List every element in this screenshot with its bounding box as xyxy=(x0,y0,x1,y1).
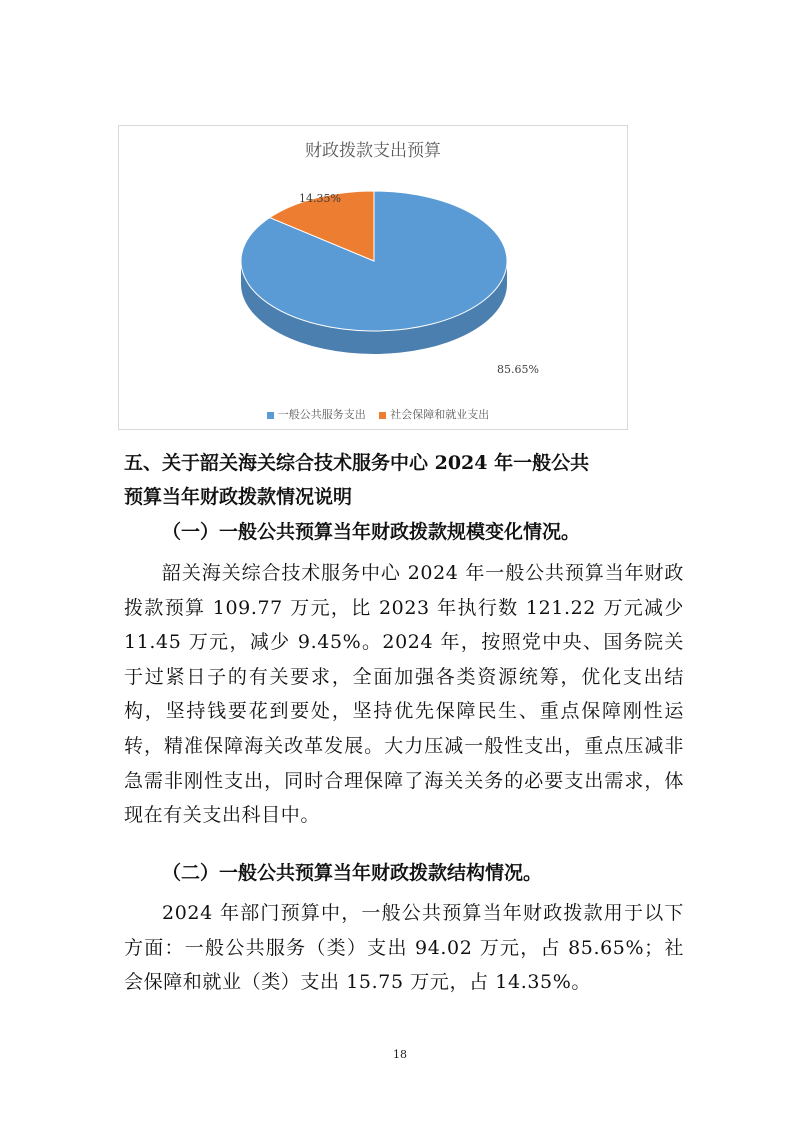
chart-legend xyxy=(119,406,627,422)
legend-label-1: 社会保障和就业支出 xyxy=(390,408,490,421)
page-number: 18 xyxy=(393,1048,407,1061)
section-heading-line1: 五、关于韶关海关综合技术服务中心 2024 年一般公共 xyxy=(124,452,590,474)
pie-chart xyxy=(118,125,628,430)
legend-swatch-1 xyxy=(379,412,386,419)
legend-label-0: 一般公共服务支出 xyxy=(277,408,366,421)
pie-data-label-0: 85.65% xyxy=(497,363,539,376)
paragraph-1: 韶关海关综合技术服务中心 2024 年一般公共预算当年财政拨款预算 109.77 万元，比 2023 年执行数 121.22 万元减少 11.45 万元，减少 9.45%。2024 年，按照党中央、国务院关于过紧日子的有关要求，全面加强各类资源统筹，优化支出结构，坚持钱要花到要处，坚持优先保障民生、重点保障刚性运转，精准保障海关改革发展。大力压减一般性支出，重点压减非急需非刚性支出，同时合理保障了海关关务的必要支出需求，体现在有关支出科目中。 xyxy=(124,562,684,827)
legend-swatch-0 xyxy=(267,412,274,419)
subheading-1: （一）一般公共预算当年财政拨款规模变化情况。 xyxy=(162,521,581,543)
pie-data-label-1: 14.35% xyxy=(299,192,341,205)
subheading-2: （二）一般公共预算当年财政拨款结构情况。 xyxy=(162,862,543,884)
paragraph-2: 2024 年部门预算中，一般公共预算当年财政拨款用于以下方面：一般公共服务（类）支出 94.02 万元，占 85.65%；社会保障和就业（类）支出 15.75 万元，占 14.35%。 xyxy=(124,902,684,994)
chart-title: 财政拨款支出预算 xyxy=(305,141,441,161)
pie-chart-svg xyxy=(119,126,629,431)
section-heading-line2: 预算当年财政拨款情况说明 xyxy=(124,486,353,508)
